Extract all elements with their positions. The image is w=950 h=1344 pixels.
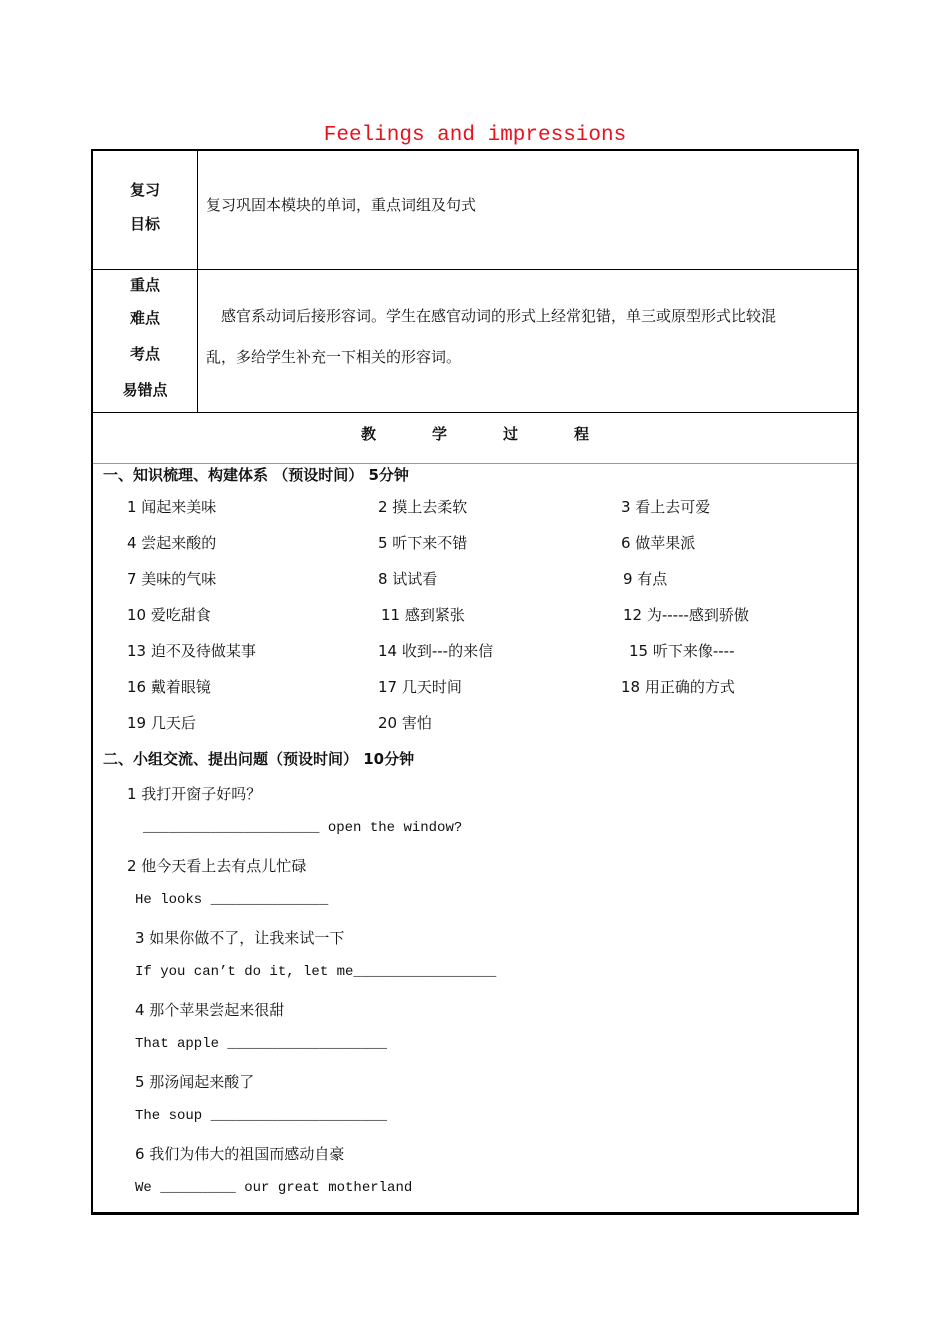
question-en: That apple ___________________ [135, 1036, 388, 1052]
label-column-divider [197, 151, 198, 413]
question-cn: 4 那个苹果尝起来很甜 [135, 1001, 285, 1019]
row-divider [93, 412, 857, 413]
vocab-item: 7 美味的气味 [127, 570, 217, 588]
vocab-item: 19 几天后 [127, 714, 196, 732]
page-title: Feelings and impressions [323, 124, 627, 147]
question-cn: 3 如果你做不了，让我来试一下 [135, 929, 345, 947]
vocab-item: 3 看上去可爱 [621, 498, 711, 516]
vocab-item: 6 做苹果派 [621, 534, 696, 552]
section-2-heading: 二、小组交流、提出问题（预设时间） 10分钟 [103, 750, 415, 768]
question-cn: 2 他今天看上去有点儿忙碌 [127, 857, 307, 875]
section-1-heading: 一、知识梳理、构建体系 （预设时间） 5分钟 [103, 466, 409, 484]
question-en: _____________________ open the window? [143, 820, 463, 836]
vocab-item: 4 尝起来酸的 [127, 534, 217, 552]
vocab-item: 14 收到---的来信 [378, 642, 494, 660]
question-cn: 5 那汤闻起来酸了 [135, 1073, 255, 1091]
vocab-item: 2 摸上去柔软 [378, 498, 468, 516]
row-divider [93, 269, 857, 270]
vocab-item: 16 戴着眼镜 [127, 678, 211, 696]
vocab-item: 20 害怕 [378, 714, 432, 732]
key-points-line-1: 感官系动词后接形容词。学生在感官动词的形式上经常犯错，单三或原型形式比较混 [221, 307, 777, 325]
question-cn: 6 我们为伟大的祖国而感动自豪 [135, 1145, 345, 1163]
objective-label-1: 复习 [129, 181, 160, 199]
question-en: If you can’t do it, let me_________________ [135, 964, 497, 980]
vocab-item: 10 爱吃甜食 [127, 606, 211, 624]
key-label-yicuodian: 易错点 [122, 381, 168, 399]
key-label-zhongdian: 重点 [129, 276, 160, 294]
vocab-item: 17 几天时间 [378, 678, 462, 696]
vocab-item: 9 有点 [623, 570, 668, 588]
process-heading: 教学过程 [360, 425, 645, 443]
vocab-item: 13 迫不及待做某事 [127, 642, 256, 660]
key-label-kaodian: 考点 [129, 345, 160, 363]
vocab-item: 5 听下来不错 [378, 534, 468, 552]
question-en: The soup _____________________ [135, 1108, 388, 1124]
vocab-item: 15 听下来像---- [629, 642, 735, 660]
question-cn: 1 我打开窗子好吗？ [127, 785, 262, 803]
vocab-item: 11 感到紧张 [381, 606, 465, 624]
lesson-table [91, 149, 859, 1215]
question-en: We _________ our great motherland [135, 1180, 413, 1196]
question-en: He looks ______________ [135, 892, 329, 908]
vocab-item: 1 闻起来美味 [127, 498, 217, 516]
vocab-item: 18 用正确的方式 [621, 678, 735, 696]
key-points-line-2: 乱，多给学生补充一下相关的形容词。 [206, 348, 462, 366]
objective-text: 复习巩固本模块的单词，重点词组及句式 [206, 196, 477, 214]
key-label-nandian: 难点 [129, 309, 160, 327]
vocab-item: 12 为-----感到骄傲 [623, 606, 749, 624]
vocab-item: 8 试试看 [378, 570, 438, 588]
objective-label-2: 目标 [129, 215, 160, 233]
